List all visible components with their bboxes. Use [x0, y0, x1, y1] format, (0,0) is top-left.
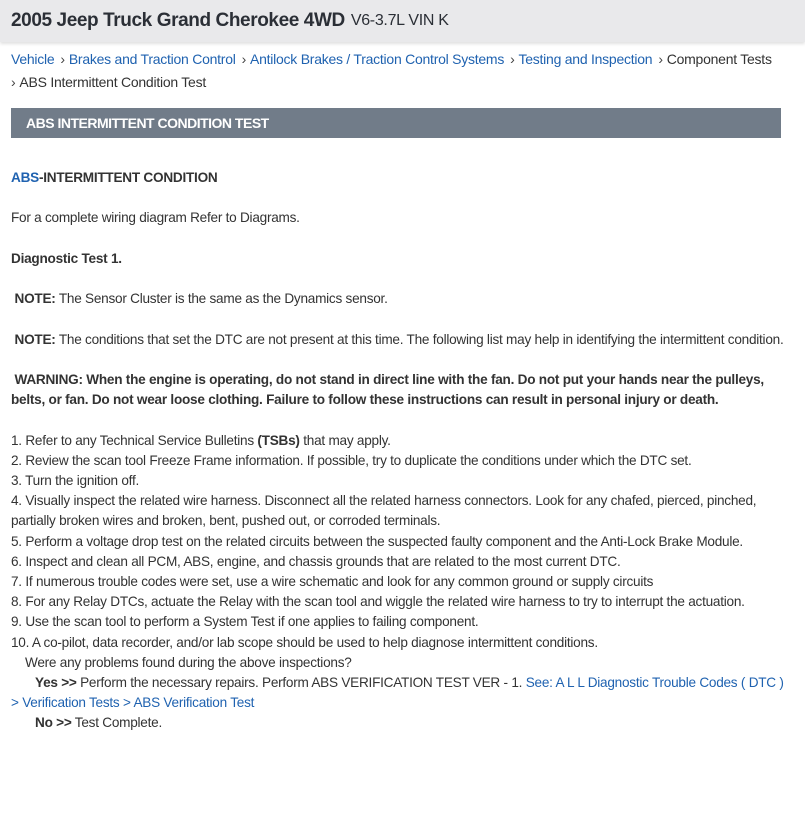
breadcrumb-testing[interactable]: Testing and Inspection	[518, 51, 653, 67]
step-text: 1. Refer to any Technical Service Bulletins	[11, 432, 258, 448]
breadcrumb-vehicle[interactable]: Vehicle	[11, 51, 55, 67]
note-2	[11, 330, 785, 350]
note-text: The Sensor Cluster is the same as the Dynamics sensor.	[55, 291, 388, 307]
page-header	[0, 0, 805, 42]
breadcrumb-antilock[interactable]: Antilock Brakes / Traction Control Systems	[250, 51, 505, 67]
question: Were any problems found during the above inspections?	[25, 654, 352, 670]
no-text: Test Complete.	[71, 715, 162, 731]
breadcrumb	[0, 42, 805, 94]
step: 2. Review the scan tool Freeze Frame information. If possible, try to duplicate the conditions under which the DTC set.	[11, 452, 692, 468]
step: 6. Inspect and clean all PCM, ABS, engine, and chassis grounds that are related to the most current DTC.	[11, 553, 621, 569]
heading	[11, 168, 785, 188]
step: 10. A co-pilot, data recorder, and/or lab scope should be used to help diagnose intermittent conditions.	[11, 634, 598, 650]
breadcrumb-component-tests: Component Tests	[666, 51, 772, 67]
note-label: NOTE:	[14, 291, 56, 307]
article-content	[0, 138, 805, 734]
breadcrumb-current: ABS Intermittent Condition Test	[19, 74, 206, 90]
step: 9. Use the scan tool to perform a System Test if one applies to failing component.	[11, 614, 479, 630]
chevron-right-icon: ›	[658, 51, 663, 67]
breadcrumb-brakes[interactable]: Brakes and Traction Control	[68, 51, 236, 67]
chevron-right-icon: ›	[241, 51, 247, 67]
steps-list	[11, 431, 785, 734]
abs-link[interactable]: ABS	[11, 170, 39, 185]
step: 4. Visually inspect the related wire harness. Disconnect all the related harness connectors. Look for any chafed, pierced, pinched, partially broken wires and broken, bent, pushed out, or corroded terminals.	[11, 493, 757, 529]
verification-test-link[interactable]: See: A L L Diagnostic Trouble Codes ( DTC ) > Verification Tests > ABS Verification Test	[11, 674, 784, 711]
step: 7. If numerous trouble codes were set, use a wire schematic and look for any common ground or supply circuits	[11, 573, 654, 589]
wiring-text: For a complete wiring diagram Refer to Diagrams.	[11, 210, 300, 226]
note-text: The conditions that set the DTC are not present at this time. The following list may help in identifying the intermittent condition.	[55, 331, 784, 347]
yes-answer	[11, 673, 785, 713]
yes-text: Perform the necessary repairs. Perform ABS VERIFICATION TEST VER - 1.	[76, 674, 526, 690]
heading-text: -INTERMITTENT CONDITION	[38, 170, 218, 185]
chevron-right-icon: ›	[510, 51, 515, 67]
step-text: that may apply.	[299, 432, 391, 448]
warning	[11, 370, 785, 410]
diagnostic-test-label	[11, 249, 785, 269]
vehicle-title: 2005 Jeep Truck Grand Cherokee 4WD	[11, 10, 345, 31]
section-title: ABS INTERMITTENT CONDITION TEST	[11, 108, 781, 138]
chevron-right-icon: ›	[60, 51, 65, 67]
step	[11, 431, 785, 451]
warning-text: WARNING: When the engine is operating, do not stand in direct line with the fan. Do not put your hands near the pulleys, belts, or fan. Do not wear loose clothing. Failure to follow these instructions can result in personal injury or death.	[11, 371, 764, 408]
yes-label: Yes >>	[35, 674, 77, 690]
chevron-right-icon: ›	[11, 74, 16, 90]
diag-label: Diagnostic Test 1.	[11, 250, 122, 266]
tsb-abbr: (TSBs)	[257, 432, 300, 448]
step: 8. For any Relay DTCs, actuate the Relay with the scan tool and wiggle the related wire harness to try to interrupt the actuation.	[11, 594, 745, 610]
no-answer	[11, 713, 785, 733]
no-label: No >>	[35, 715, 72, 731]
note-1	[11, 289, 785, 309]
note-label: NOTE:	[14, 331, 56, 347]
engine-subtitle: V6-3.7L VIN K	[350, 12, 449, 29]
step: 3. Turn the ignition off.	[11, 472, 140, 488]
step: 5. Perform a voltage drop test on the related circuits between the suspected faulty component and the Anti-Lock Brake Module.	[11, 533, 743, 549]
